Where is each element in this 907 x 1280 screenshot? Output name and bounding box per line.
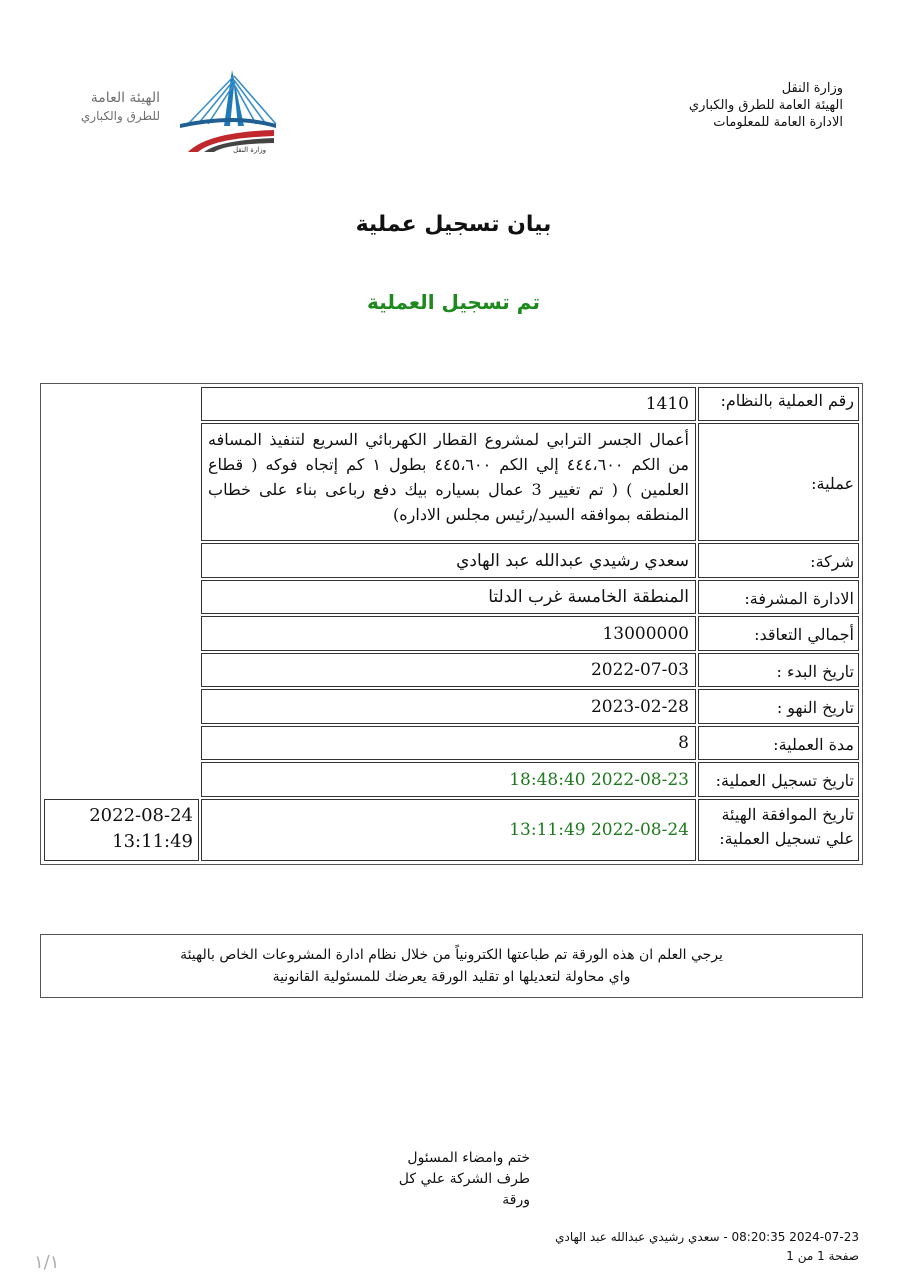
print-footer	[499, 1228, 859, 1266]
page-title: بيان تسجيل عملية	[355, 212, 552, 237]
value-company: سعدي رشيدي عبدالله عبد الهادي	[201, 543, 696, 578]
value-registration-date: 2022-08-23 18:48:40	[201, 762, 696, 797]
legal-notice	[40, 934, 863, 998]
label-supervising-department: الادارة المشرفة:	[698, 580, 859, 614]
side-approval-datetime	[44, 799, 199, 861]
label-system-number: رقم العملية بالنظام:	[698, 387, 859, 421]
status-message: تم تسجيل العملية	[367, 290, 540, 314]
side-approval-date: 2022-08-24	[89, 805, 193, 826]
label-company: شركة:	[698, 543, 859, 578]
signature-line-2: طرف الشركة علي كل	[398, 1171, 530, 1187]
value-approval-date: 2022-08-24 13:11:49	[201, 799, 696, 861]
label-registration-date: تاريخ تسجيل العملية:	[698, 762, 859, 797]
value-supervising-department: المنطقة الخامسة غرب الدلتا	[201, 580, 696, 614]
label-duration: مدة العملية:	[698, 726, 859, 760]
label-contract-total: أجمالي التعاقد:	[698, 616, 859, 651]
footer-page-number: صفحة 1 من 1	[786, 1249, 859, 1263]
label-operation: عملية:	[698, 423, 859, 541]
header-line-ministry: وزارة النقل	[781, 81, 843, 96]
value-operation-description: أعمال الجسر الترابي لمشروع القطار الكهربائي السريع لتنفيذ المسافه من الكم ٤٤٤،٦٠٠ إلي الكم ٤٤٥،٦٠٠ بطول ١ كم إتجاه فوكه ( قطاع العلمين ) ( تم تغيير 3 عمال بسياره بيك دفع رباعى بناء على خطاب المنطقه بموافقه السيد/رئيس مجلس الاداره)	[201, 423, 696, 541]
value-duration: 8	[201, 726, 696, 760]
signature-line-3: ورقة	[502, 1192, 530, 1208]
label-approval-date: تاريخ الموافقة الهيئة علي تسجيل العملية:	[698, 799, 859, 861]
logo-text-roads: للطرق والكباري	[80, 109, 160, 123]
bridge-logo-icon	[38, 66, 278, 156]
signature-line-1: ختم وامضاء المسئول	[407, 1150, 530, 1166]
logo-text-authority: الهيئة العامة	[90, 90, 160, 106]
footer-timestamp: 2024-07-23 08:20:35 - سعدي رشيدي عبدالله عبد الهادي	[555, 1230, 859, 1244]
value-system-number: 1410	[201, 387, 696, 421]
page-mark: ١/١	[34, 1252, 60, 1273]
ministry-header	[543, 80, 843, 131]
header-line-authority: الهيئة العامة للطرق والكباري	[688, 98, 843, 113]
authority-logo	[38, 66, 278, 156]
logo-caption: وزارة النقل	[232, 146, 266, 154]
value-end-date: 2023-02-28	[201, 689, 696, 724]
label-end-date: تاريخ النهو :	[698, 689, 859, 724]
signature-block	[380, 1148, 530, 1211]
label-start-date: تاريخ البدء :	[698, 653, 859, 687]
side-approval-time: 13:11:49	[112, 831, 193, 852]
value-start-date: 2022-07-03	[201, 653, 696, 687]
notice-line-2: واي محاولة لتعديلها او تقليد الورقة يعرضك للمسئولية القانونية	[272, 969, 631, 985]
value-contract-total: 13000000	[201, 616, 696, 651]
header-line-department: الادارة العامة للمعلومات	[713, 115, 843, 130]
notice-line-1: يرجي العلم ان هذه الورقة تم طباعتها الكترونياً من خلال نظام ادارة المشروعات الخاص بالهيئة	[180, 947, 723, 963]
